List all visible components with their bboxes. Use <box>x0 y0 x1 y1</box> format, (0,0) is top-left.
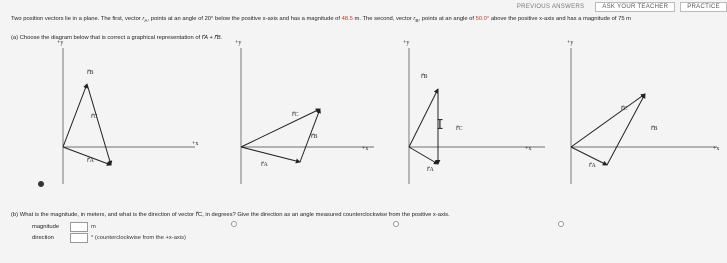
part-a-text: Choose the diagram below that is correct a graphical representation of <box>19 35 202 41</box>
ra-label: r⃗A <box>87 158 94 164</box>
diagram-option-1[interactable] <box>35 40 205 194</box>
diagram-1-radio[interactable] <box>38 181 44 187</box>
rc-label: r⃗C <box>292 112 299 118</box>
part-b-text: What is the magnitude, in meters, and what is the direction of vector r⃗C, in degrees? Give the direction as an angle measured counterclockwise from the positive x-axis. <box>19 212 450 218</box>
direction-input[interactable] <box>70 233 88 243</box>
vector-ra <box>87 84 111 165</box>
ra-label: r⃗A <box>589 163 596 169</box>
part-b-prompt <box>11 212 450 218</box>
x-axis-label: +x <box>192 141 199 147</box>
angle-a-value: 20° <box>204 16 214 22</box>
magnitude-b-value: 75 m <box>618 16 632 22</box>
problem-text: above the positive x-axis and has a magnitude of <box>489 16 619 22</box>
y-axis-label: +y <box>57 40 64 46</box>
magnitude-a-value: 48.5 <box>341 16 353 22</box>
y-axis-label: +y <box>235 40 242 46</box>
part-a-label: (a) <box>11 35 19 41</box>
angle-b-value: 50.0° <box>475 16 490 22</box>
diagram-3-radio[interactable] <box>393 221 399 227</box>
diagram-option-3[interactable] <box>380 40 550 194</box>
diagram-option-2[interactable] <box>212 40 382 194</box>
problem-text: m. The second, vector <box>352 16 414 22</box>
text-cursor-icon: I <box>436 118 444 133</box>
diagram-1-svg <box>35 40 205 194</box>
magnitude-label: magnitude <box>32 224 60 230</box>
diagram-option-4[interactable] <box>545 40 725 194</box>
vector-rb <box>63 84 87 147</box>
problem-text: Two position vectors lie in a plane. The first, vector <box>11 16 143 22</box>
rb-label: r⃗B <box>651 126 658 132</box>
vector-ra-symbol: r <box>142 16 145 22</box>
direction-label: direction <box>32 235 54 241</box>
top-bar <box>506 0 727 13</box>
rb-label: r⃗B <box>421 74 428 80</box>
ask-teacher-button[interactable]: ASK YOUR TEACHER <box>595 2 675 12</box>
part-a-expression: r⃗A + r⃗B. <box>201 35 223 41</box>
vector-rb <box>409 89 438 147</box>
vector-rc <box>409 147 438 164</box>
ra-label: r⃗A <box>261 162 268 168</box>
magnitude-input[interactable] <box>70 222 88 232</box>
diagram-2-radio[interactable] <box>231 221 237 227</box>
diagram-4-svg <box>545 40 725 194</box>
diagram-2-svg <box>212 40 382 194</box>
vector-ra <box>241 147 300 162</box>
direction-unit: ° (counterclockwise from the +x-axis) <box>91 235 186 241</box>
diagram-4-radio[interactable] <box>558 221 564 227</box>
previous-answers-button[interactable]: PREVIOUS ANSWERS <box>516 3 585 10</box>
vector-rc <box>571 94 645 147</box>
x-axis-label: +x <box>362 146 369 152</box>
part-b-label: (b) <box>11 212 19 218</box>
practice-button[interactable]: PRACTICE <box>680 2 727 12</box>
vector-rb-subscript: B <box>415 19 419 25</box>
ra-label: r⃗A <box>427 167 434 173</box>
problem-text: , points at an angle of <box>418 16 476 22</box>
x-axis-label: +x <box>525 146 532 152</box>
problem-text: below the positive x-axis and has a magnitude of <box>213 16 342 22</box>
vector-rb <box>607 94 645 165</box>
problem-statement <box>11 16 723 25</box>
problem-text: , points at an angle of <box>147 16 205 22</box>
y-axis-label: +y <box>403 40 410 46</box>
vector-ra-subscript: A <box>144 19 148 25</box>
magnitude-unit: m <box>91 224 96 230</box>
rc-label: r⃗C <box>456 126 463 132</box>
rc-label: r⃗C <box>621 106 628 112</box>
vector-rb-symbol: r <box>413 16 416 22</box>
rb-label: r⃗B <box>311 134 318 140</box>
rc-label: r⃗C <box>91 114 98 120</box>
direction-row <box>32 233 186 243</box>
rb-label: r⃗B <box>87 70 94 76</box>
diagram-3-svg <box>380 40 550 194</box>
magnitude-row <box>32 222 96 232</box>
x-axis-label: +x <box>713 146 720 152</box>
part-a-prompt <box>11 35 222 41</box>
y-axis-label: +y <box>567 40 574 46</box>
